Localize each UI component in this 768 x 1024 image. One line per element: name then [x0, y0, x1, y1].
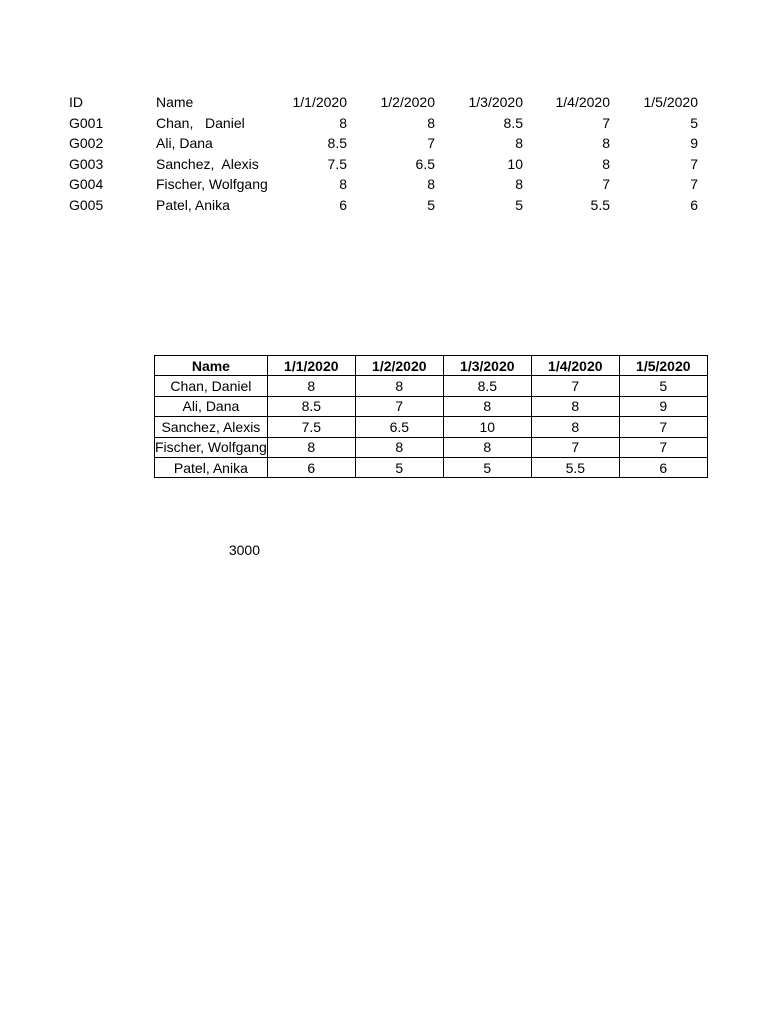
table-row	[155, 417, 708, 437]
table-cell-value[interactable]: 7	[531, 376, 619, 396]
loose-value-cell[interactable]: 3000	[228, 542, 260, 558]
raw-cell-value[interactable]: 5	[690, 114, 698, 131]
table-cell-value[interactable]: 7	[619, 437, 707, 457]
raw-data-grid	[66, 92, 702, 215]
raw-cell-value[interactable]: 5	[427, 196, 435, 213]
raw-cell-value[interactable]: 5	[515, 196, 523, 213]
table-cell-value[interactable]: 7	[355, 396, 443, 416]
raw-cell-name[interactable]: Fischer, Wolfgang	[156, 176, 268, 192]
raw-data-row	[66, 195, 702, 216]
raw-cell-id[interactable]: G004	[69, 176, 104, 192]
raw-cell-id[interactable]: G003	[69, 155, 104, 172]
table-cell-value[interactable]: 8	[443, 396, 531, 416]
raw-cell-value[interactable]: 8	[339, 176, 347, 192]
raw-header-id[interactable]: ID	[69, 94, 83, 110]
table-cell-name[interactable]: Ali, Dana	[155, 396, 268, 416]
raw-cell-value[interactable]: 7	[602, 176, 610, 192]
table-cell-value[interactable]: 8	[531, 396, 619, 416]
table-cell-value[interactable]: 8	[267, 376, 355, 396]
raw-header-name[interactable]: Name	[156, 94, 194, 110]
table-header-date[interactable]: 1/1/2020	[267, 356, 355, 376]
table-cell-name[interactable]: Chan, Daniel	[155, 376, 268, 396]
table-cell-value[interactable]: 5.5	[531, 457, 619, 477]
table-header-date[interactable]: 1/2/2020	[355, 356, 443, 376]
table-header-date[interactable]: 1/4/2020	[531, 356, 619, 376]
raw-cell-value[interactable]: 8	[602, 135, 610, 151]
table-header-date[interactable]: 1/5/2020	[619, 356, 707, 376]
table-cell-value[interactable]: 6	[267, 457, 355, 477]
table-cell-value[interactable]: 6	[619, 457, 707, 477]
table-cell-value[interactable]: 5	[355, 457, 443, 477]
raw-cell-value[interactable]: 8.5	[503, 114, 523, 131]
raw-cell-value[interactable]: 8	[427, 114, 435, 131]
raw-header-row	[66, 92, 702, 113]
raw-header-date[interactable]: 1/3/2020	[468, 94, 523, 110]
table-header-name[interactable]: Name	[155, 356, 268, 376]
raw-cell-value[interactable]: 8	[339, 114, 347, 131]
table-header-date[interactable]: 1/3/2020	[443, 356, 531, 376]
raw-cell-value[interactable]: 7	[602, 114, 610, 131]
table-cell-value[interactable]: 5	[443, 457, 531, 477]
raw-cell-value[interactable]: 6.5	[415, 155, 435, 172]
raw-cell-value[interactable]: 9	[690, 135, 698, 151]
table-cell-value[interactable]: 9	[619, 396, 707, 416]
raw-cell-value[interactable]: 8	[515, 176, 523, 192]
table-row	[155, 437, 708, 457]
raw-cell-value[interactable]: 5.5	[590, 196, 610, 213]
raw-cell-value[interactable]: 10	[507, 155, 523, 172]
table-cell-value[interactable]: 8	[267, 437, 355, 457]
raw-cell-value[interactable]: 6	[339, 196, 347, 213]
table-row	[155, 376, 708, 396]
table-cell-value[interactable]: 8	[531, 417, 619, 437]
table-row	[155, 457, 708, 477]
table-header-row	[155, 356, 708, 376]
raw-data-row	[66, 133, 702, 154]
raw-header-date[interactable]: 1/2/2020	[380, 94, 435, 110]
table-cell-name[interactable]: Fischer, Wolfgang	[155, 437, 268, 457]
raw-cell-value[interactable]: 7	[427, 135, 435, 151]
raw-data-row	[66, 174, 702, 195]
table-cell-value[interactable]: 8	[355, 437, 443, 457]
table-cell-value[interactable]: 6.5	[355, 417, 443, 437]
raw-header-date[interactable]: 1/4/2020	[555, 94, 610, 110]
table-cell-value[interactable]: 8	[443, 437, 531, 457]
raw-cell-name[interactable]: Sanchez, Alexis	[156, 155, 259, 172]
table-cell-name[interactable]: Patel, Anika	[155, 457, 268, 477]
raw-cell-value[interactable]: 8.5	[327, 135, 347, 151]
raw-cell-name[interactable]: Patel, Anika	[156, 196, 230, 213]
raw-cell-name[interactable]: Chan, Daniel	[156, 114, 245, 131]
table-cell-value[interactable]: 8.5	[443, 376, 531, 396]
raw-cell-id[interactable]: G005	[69, 196, 104, 213]
raw-data-row	[66, 154, 702, 175]
table-row	[155, 396, 708, 416]
table-cell-name[interactable]: Sanchez, Alexis	[155, 417, 268, 437]
raw-cell-value[interactable]: 7	[690, 176, 698, 192]
raw-header-date[interactable]: 1/5/2020	[643, 94, 698, 110]
raw-header-date[interactable]: 1/1/2020	[292, 94, 347, 110]
raw-cell-value[interactable]: 8	[427, 176, 435, 192]
raw-cell-value[interactable]: 8	[515, 135, 523, 151]
raw-cell-id[interactable]: G002	[69, 135, 104, 151]
table-cell-value[interactable]: 8	[355, 376, 443, 396]
raw-cell-value[interactable]: 6	[690, 196, 698, 213]
raw-cell-name[interactable]: Ali, Dana	[156, 135, 213, 151]
table-cell-value[interactable]: 7	[531, 437, 619, 457]
raw-cell-id[interactable]: G001	[69, 114, 104, 131]
table-cell-value[interactable]: 10	[443, 417, 531, 437]
table-cell-value[interactable]: 7	[619, 417, 707, 437]
table-cell-value[interactable]: 5	[619, 376, 707, 396]
table-cell-value[interactable]: 8.5	[267, 396, 355, 416]
raw-cell-value[interactable]: 7	[690, 155, 698, 172]
raw-cell-value[interactable]: 7.5	[327, 155, 347, 172]
raw-data-row	[66, 113, 702, 134]
table-cell-value[interactable]: 7.5	[267, 417, 355, 437]
formatted-hours-table	[154, 355, 708, 478]
raw-cell-value[interactable]: 8	[602, 155, 610, 172]
